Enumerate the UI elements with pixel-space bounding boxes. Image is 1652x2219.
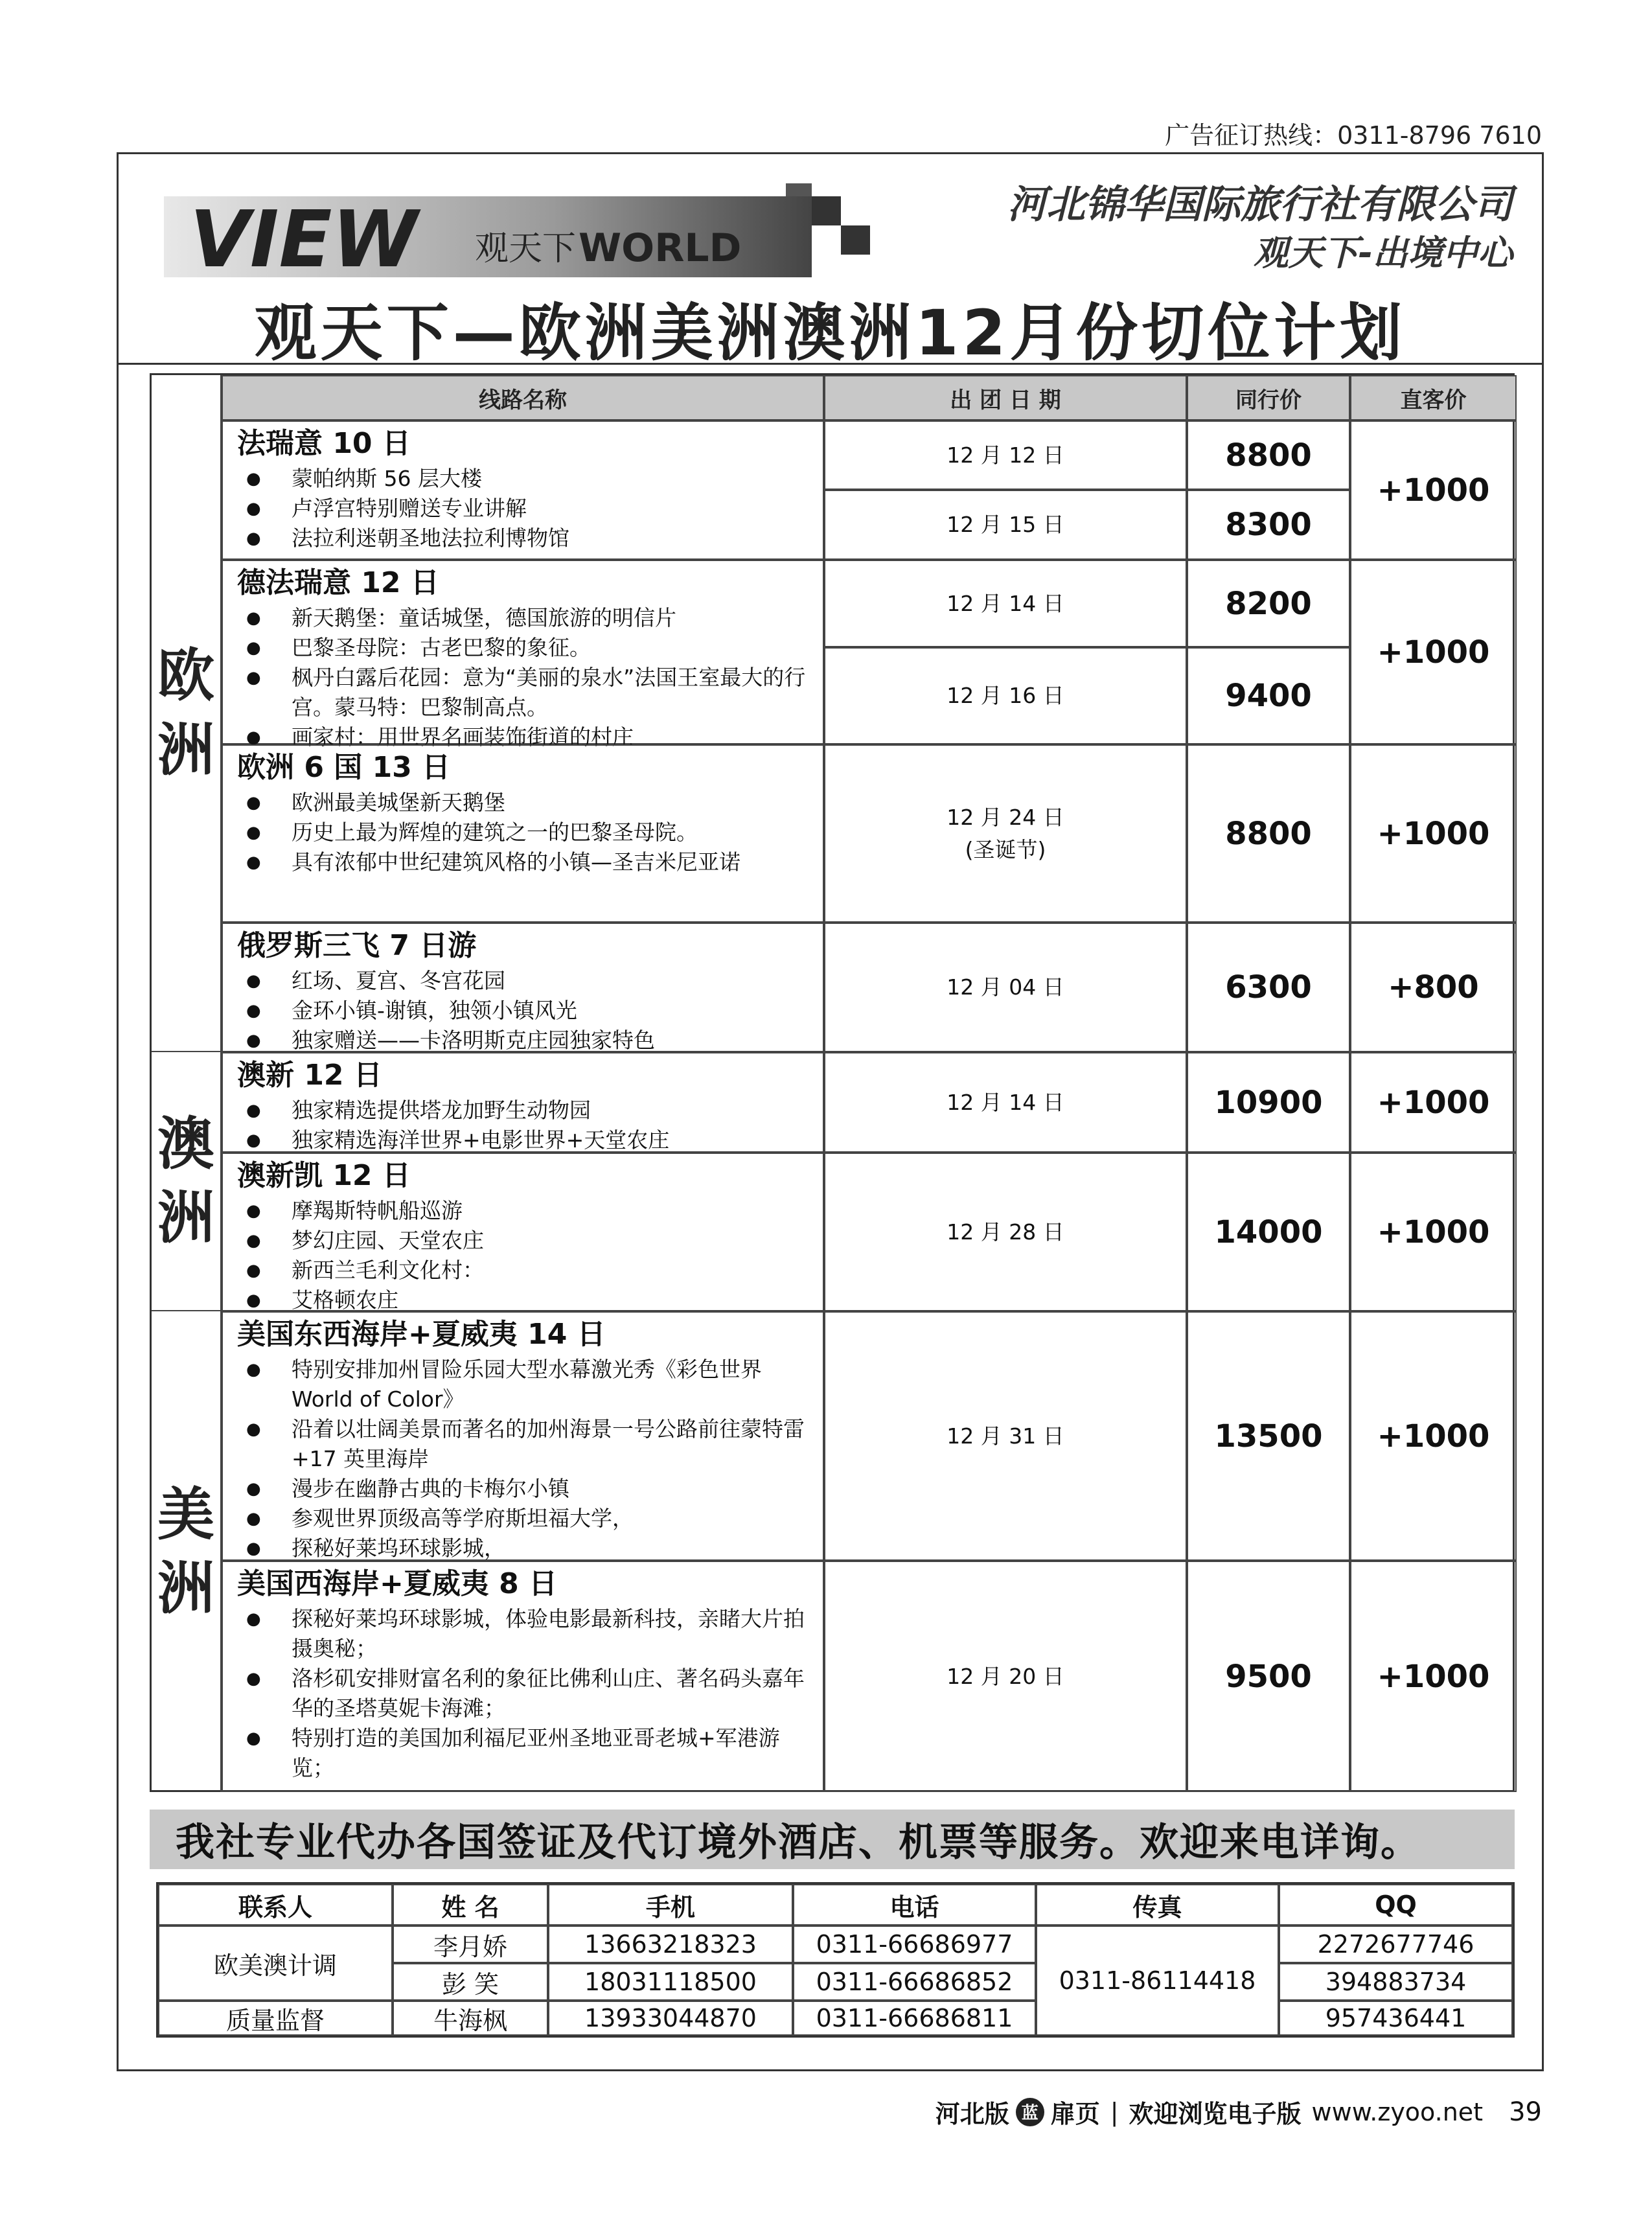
depart-date (824, 647, 1187, 744)
service-banner: 我社专业代办各国签证及代订境外酒店、机票等服务。欢迎来电详询。 (150, 1810, 1515, 1869)
col-date: 出 团 日 期 (824, 375, 1187, 420)
date-text: 12 月 15 日 (946, 512, 1064, 538)
route-row (222, 420, 824, 560)
route-highlight: ● 摩羯斯特帆船巡游 (237, 1196, 810, 1226)
agency-dept: 观天下-出境中心 (1253, 233, 1513, 273)
route-highlight: ● 特别打造的美国加利福尼亚州圣地亚哥老城+军港游览； (237, 1723, 810, 1783)
direct-price: +1000 (1350, 1052, 1517, 1153)
footer-separator: | (1110, 2097, 1119, 2126)
date-text: 12 月 04 日 (946, 974, 1064, 1000)
route-name: 澳新 12 日 (237, 1059, 382, 1092)
route-row (222, 560, 824, 750)
route-name: 美国东西海岸+夏威夷 14 日 (237, 1318, 606, 1351)
contact-mobile: 13933044870 (548, 2001, 793, 2036)
route-highlight: ● 洛杉矶安排财富名利的象征比佛利山庄、著名码头嘉年华的圣塔莫妮卡海滩； (237, 1664, 810, 1723)
route-row (222, 1153, 824, 1311)
date-text: 12 月 20 日 (946, 1663, 1064, 1689)
contact-qq: 394883734 (1279, 1963, 1513, 2001)
contact-qq: 2272677746 (1279, 1926, 1513, 1963)
route-name: 美国西海岸+夏威夷 8 日 (237, 1567, 558, 1600)
region-char: 美 (157, 1480, 214, 1548)
edition-label: 河北版 (935, 2100, 1009, 2128)
region-char: 澳 (157, 1110, 214, 1177)
contact-name: 彭 笑 (393, 1963, 548, 2001)
peer-price: 9500 (1187, 1561, 1350, 1792)
route-row (222, 923, 824, 1052)
depart-date (824, 1311, 1187, 1561)
depart-date (824, 1153, 1187, 1311)
route-highlight: ● 枫丹白露后花园：意为“美丽的泉水”法国王室最大的行宫。蒙马特：巴黎制高点。 (237, 663, 810, 722)
direct-price: +1000 (1350, 560, 1517, 744)
route-highlight: ● 独家精选海洋世界+电影世界+天堂农庄 (237, 1125, 810, 1155)
peer-price: 8200 (1187, 560, 1350, 647)
contact-fax: 0311-86114418 (1036, 1926, 1279, 2036)
contact-header: 传真 (1036, 1884, 1279, 1926)
contact-name: 李月娇 (393, 1926, 548, 1963)
logo-sub-text: 观天下 (475, 229, 577, 268)
page-label: 扉页 (1050, 2100, 1100, 2128)
route-highlight: ● 历史上最为辉煌的建筑之一的巴黎圣母院。 (237, 818, 810, 847)
direct-price: +1000 (1350, 1561, 1517, 1792)
peer-price: 9400 (1187, 647, 1350, 744)
contact-tel: 0311-66686811 (793, 2001, 1036, 2036)
date-note: (圣诞节) (965, 836, 1046, 862)
route-name: 德法瑞意 12 日 (237, 566, 439, 599)
contact-mobile: 13663218323 (548, 1926, 793, 1963)
route-highlight: ● 巴黎圣母院：古老巴黎的象征。 (237, 633, 810, 663)
date-text: 12 月 14 日 (946, 1089, 1064, 1115)
region-america (152, 1311, 222, 1792)
route-highlight: ● 红场、夏宫、冬宫花园 (237, 966, 810, 996)
direct-price: +1000 (1350, 1153, 1517, 1311)
view-world-logo (164, 183, 877, 290)
contact-name: 牛海枫 (393, 2001, 548, 2036)
route-highlight: ● 探秘好莱坞环球影城，体验电影最新科技，亲睹大片拍摄奥秘； (237, 1604, 810, 1664)
route-row (222, 1052, 824, 1153)
date-text: 12 月 28 日 (946, 1219, 1064, 1245)
route-name: 欧洲 6 国 13 日 (237, 751, 451, 784)
contact-table (156, 1882, 1515, 2038)
contact-tel: 0311-66686977 (793, 1926, 1036, 1963)
col-route: 线路名称 (222, 375, 824, 420)
depart-date (824, 490, 1187, 560)
region-oceania (152, 1052, 222, 1311)
contact-qq: 957436441 (1279, 2001, 1513, 2036)
contact-group: 质量监督 (158, 2001, 393, 2036)
route-highlight: ● 艾格顿农庄 (237, 1285, 810, 1315)
agency-name: 河北锦华国际旅行社有限公司 (1007, 182, 1513, 227)
date-text: 12 月 16 日 (946, 683, 1064, 709)
col-peer-price: 同行价 (1187, 375, 1350, 420)
peer-price: 8300 (1187, 490, 1350, 560)
contact-group: 欧美澳计调 (158, 1926, 393, 2001)
depart-date (824, 744, 1187, 923)
date-text: 12 月 24 日 (946, 805, 1064, 830)
ad-frame (117, 152, 1544, 2071)
peer-price: 8800 (1187, 420, 1350, 490)
date-text: 12 月 14 日 (946, 590, 1064, 616)
logo-mark-text: VIEW (190, 195, 418, 285)
date-text: 12 月 12 日 (946, 442, 1064, 468)
peer-price: 10900 (1187, 1052, 1350, 1153)
depart-date (824, 1561, 1187, 1792)
route-highlight: ● 新西兰毛利文化村： (237, 1256, 810, 1285)
contact-header: QQ (1279, 1884, 1513, 1926)
region-europe (152, 375, 222, 1052)
direct-price: +1000 (1350, 420, 1517, 560)
tour-table (150, 373, 1515, 1792)
route-highlight: ● 蒙帕纳斯 56 层大楼 (237, 464, 810, 494)
route-highlight: ● 具有浓郁中世纪建筑风格的小镇—圣吉米尼亚诺 (237, 847, 810, 877)
peer-price: 14000 (1187, 1153, 1350, 1311)
route-highlight: ● 金环小镇-谢镇，独领小镇风光 (237, 996, 810, 1026)
date-text: 12 月 31 日 (946, 1423, 1064, 1449)
region-char: 洲 (157, 716, 214, 783)
lan-badge-icon: 蓝 (1016, 2098, 1044, 2126)
route-highlight: ● 画家村：用世界名画装饰街道的村庄 (237, 722, 810, 752)
contact-mobile: 18031118500 (548, 1963, 793, 2001)
page-number: 39 (1509, 2097, 1542, 2127)
route-row (222, 1311, 824, 1561)
route-highlight: ● 独家赠送——卡洛明斯克庄园独家特色 (237, 1026, 810, 1055)
route-highlight: ● 参观世界顶级高等学府斯坦福大学， (237, 1504, 810, 1534)
route-highlight: ● 独家精选提供塔龙加野生动物园 (237, 1096, 810, 1125)
contact-header: 姓 名 (393, 1884, 548, 1926)
route-highlight: ● 法拉利迷朝圣地法拉利博物馆 (237, 523, 810, 553)
col-direct-price: 直客价 (1350, 375, 1517, 420)
contact-header: 手机 (548, 1884, 793, 1926)
direct-price: +1000 (1350, 744, 1517, 923)
header (119, 154, 1542, 369)
contact-tel: 0311-66686852 (793, 1963, 1036, 2001)
depart-date (824, 923, 1187, 1052)
contact-header: 电话 (793, 1884, 1036, 1926)
route-name: 澳新凯 12 日 (237, 1159, 411, 1192)
direct-price: +800 (1350, 923, 1517, 1052)
route-highlight: ● 新天鹅堡：童话城堡，德国旅游的明信片 (237, 603, 810, 633)
route-highlight: ● 特别安排加州冒险乐园大型水幕激光秀《彩色世界 World of Color》 (237, 1355, 810, 1414)
depart-date (824, 1052, 1187, 1153)
route-row (222, 1561, 824, 1792)
route-highlight: ● 沿着以壮阔美景而著名的加州海景一号公路前往蒙特雷+17 英里海岸 (237, 1414, 810, 1474)
site-url[interactable]: www.zyoo.net (1311, 2097, 1484, 2126)
route-name: 俄罗斯三飞 7 日游 (237, 929, 477, 962)
peer-price: 6300 (1187, 923, 1350, 1052)
region-char: 洲 (157, 1555, 214, 1622)
welcome-text: 欢迎浏览电子版 (1129, 2100, 1302, 2128)
page-footer (935, 2094, 1542, 2130)
route-name: 法瑞意 10 日 (237, 427, 411, 460)
contact-header: 联系人 (158, 1884, 393, 1926)
ad-hotline: 广告征订热线：0311-8796 7610 (1165, 121, 1542, 150)
route-highlight: ● 卢浮宫特别赠送专业讲解 (237, 494, 810, 523)
region-char: 洲 (157, 1184, 214, 1251)
region-char: 欧 (157, 642, 214, 709)
peer-price: 13500 (1187, 1311, 1350, 1561)
logo-world-text: WORLD (579, 225, 742, 271)
route-highlight: ● 探秘好莱坞环球影城， (237, 1534, 810, 1563)
peer-price: 8800 (1187, 744, 1350, 923)
direct-price: +1000 (1350, 1311, 1517, 1561)
route-row (222, 744, 824, 923)
page-title: 观天下—欧洲美洲澳洲12月份切位计划 (254, 297, 1406, 369)
route-highlight: ● 漫步在幽静古典的卡梅尔小镇 (237, 1474, 810, 1504)
route-highlight: ● 梦幻庄园、天堂农庄 (237, 1226, 810, 1256)
route-highlight: ● 欧洲最美城堡新天鹅堡 (237, 788, 810, 818)
depart-date (824, 560, 1187, 647)
depart-date (824, 420, 1187, 490)
